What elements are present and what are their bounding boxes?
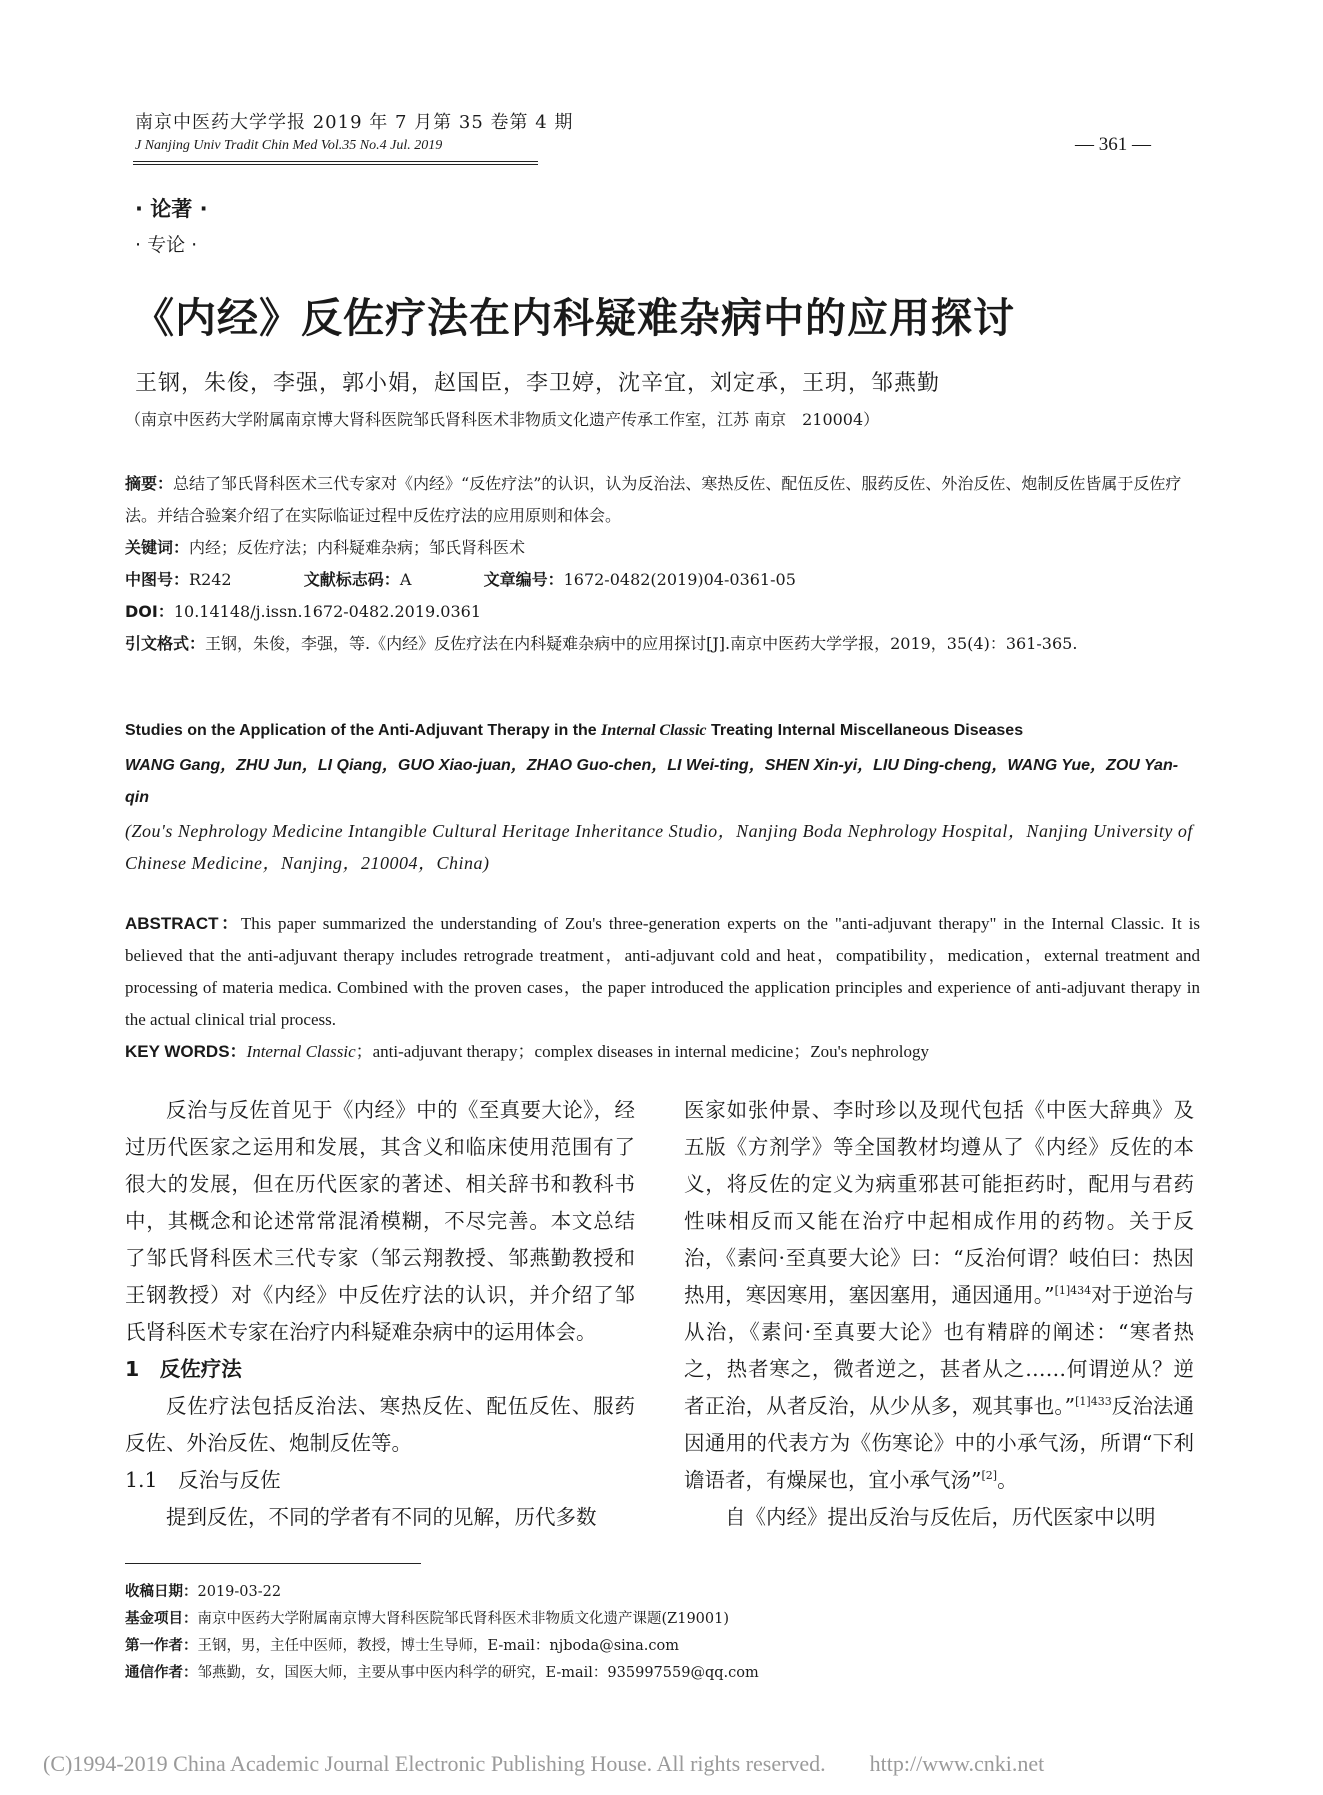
footnote-corresponding xyxy=(125,1661,1125,1682)
english-title-part2: Treating Internal Miscellaneous Diseases xyxy=(706,722,1024,739)
article-no-value: 1672-0482(2019)04-0361-05 xyxy=(563,570,796,589)
body-paragraph: 反治与反佐首见于《内经》中的《至真要大论》，经过历代医家之运用和发展，其含义和临床使用范围有了很大的发展，但在历代医家的著述、相关辞书和教科书中，其概念和论述常常混淆模糊，不尽完善。本文总结了邹氏肾科医术三代专家（邹云翔教授、邹燕勤教授和王钢教授）对《内经》中反佐疗法的认识，并介绍了邹氏肾科医术专家在治疗内科疑难杂病中的运用体会。 xyxy=(125,1098,635,1344)
reference-marker[interactable]: [2] xyxy=(981,1469,998,1483)
section-heading-1-1: 1.1 反治与反佐 xyxy=(125,1468,281,1492)
footnote-value: 2019-03-22 xyxy=(197,1584,282,1600)
abstract-cn xyxy=(125,468,1200,532)
body-paragraph xyxy=(684,1092,1194,1499)
footnote-value: 邹燕勤，女，国医大师，主要从事中医内科学的研究，E-mail：935997559@qq.com xyxy=(197,1665,759,1681)
doi-value[interactable]: 10.14148/j.issn.1672-0482.2019.0361 xyxy=(173,602,482,621)
clc-value: R242 xyxy=(189,570,232,589)
citation-text: 王钢，朱俊，李强，等.《内经》反佐疗法在内科疑难杂病中的应用探讨[J].南京中医药大学学报，2019，35(4)：361-365. xyxy=(205,634,1078,653)
citation-label: 引文格式： xyxy=(125,634,206,653)
doi-row xyxy=(125,596,1200,628)
abstract-cn-text: 总结了邹氏肾科医术三代专家对《内经》“反佐疗法”的认识，认为反治法、寒热反佐、配伍反佐、服药反佐、外治反佐、炮制反佐皆属于反佐疗法。并结合验案介绍了在实际临证过程中反佐疗法的应用原则和体会。 xyxy=(125,474,1182,525)
section-label-secondary: · 专论 · xyxy=(135,234,198,256)
english-title xyxy=(125,722,1023,740)
footnote-label: 基金项目： xyxy=(125,1611,198,1627)
copyright-footer: (C)1994-2019 China Academic Journal Electronic Publishing House. All rights reserved. http://www.cnki.net xyxy=(43,1751,1045,1776)
english-keywords-rest: ；anti-adjuvant therapy；complex diseases in internal medicine；Zou's nephrology xyxy=(355,1042,929,1061)
english-abstract xyxy=(125,908,1200,1068)
doi-label: DOI： xyxy=(125,602,174,621)
body-paragraph: 反佐疗法包括反治法、寒热反佐、配伍反佐、服药反佐、外治反佐、炮制反佐等。 xyxy=(125,1394,635,1455)
doc-code-value: A xyxy=(399,570,412,589)
english-affiliation: (Zou's Nephrology Medicine Intangible Cultural Heritage Inheritance Studio，Nanjing Boda Nephrology Hospital，Nanjing University of Chinese Medicine，Nanjing，210004，China) xyxy=(125,821,1193,873)
author-list: 王钢，朱俊，李强，郭小娟，赵国臣，李卫婷，沈辛宜，刘定承，王玥，邹燕勤 xyxy=(135,371,941,396)
english-keywords-italic: Internal Classic xyxy=(246,1042,356,1061)
body-paragraph: 提到反佐，不同的学者有不同的见解，历代多数 xyxy=(166,1505,597,1529)
doc-code-label: 文献标志码： xyxy=(303,570,400,589)
body-text: 对于逆治与从治，《素问·至真要大论》也有精辟的阐述：“寒者热之，热者寒之，微者逆之，甚者从之……何谓逆从？逆者正治，从者反治，从少从多，观其事也。” xyxy=(684,1283,1195,1418)
footnote-label: 收稿日期： xyxy=(125,1584,198,1600)
clc-label: 中图号： xyxy=(125,570,190,589)
abstract-cn-label: 摘要： xyxy=(125,474,174,493)
reference-marker[interactable]: [1]433 xyxy=(1075,1395,1112,1409)
page-number: — 361 — xyxy=(1075,134,1151,155)
body-text: 。 xyxy=(997,1468,1018,1492)
english-authors: WANG Gang，ZHU Jun，LI Qiang，GUO Xiao-juan，ZHAO Guo-chen，LI Wei-ting，SHEN Xin-yi，LIU Ding-cheng，WANG Yue，ZOU Yan-qin xyxy=(125,757,1179,806)
english-abstract-label: ABSTRACT： xyxy=(125,914,241,933)
keywords-cn-text: 内经；反佐疗法；内科疑难杂病；邹氏肾科医术 xyxy=(189,538,526,557)
section-label-primary: · 论著 · xyxy=(135,197,208,221)
body-right-column xyxy=(684,1092,1194,1536)
body-text: 医家如张仲景、李时珍以及现代包括《中医大辞典》及五版《方剂学》等全国教材均遵从了《内经》反佐的本义，将反佐的定义为病重邪甚可能拒药时，配用与君药性味相反而又能在治疗中起相成作用的药物。关于反治，《素问·至真要大论》曰：“反治何谓？岐伯曰：热因热用，寒因寒用，塞因塞用，通因通用。” xyxy=(684,1098,1194,1307)
footnote-value: 王钢，男，主任中医师，教授，博士生导师，E-mail：njboda@sina.com xyxy=(197,1638,679,1654)
english-abstract-text: This paper summarized the understanding of Zou's three-generation experts on the "anti-adjuvant therapy" in the Internal Classic. It is believed that the anti-adjuvant therapy includes retrograde treatment，anti-adjuvant cold and heat，compatibility，medication，external treatment and processing of materia medica. Combined with the proven cases，the paper introduced the application principles and experience of anti-adjuvant therapy in the actual clinical trial process. xyxy=(125,914,1200,1029)
paper-title: 《内经》反佐疗法在内科疑难杂病中的应用探讨 xyxy=(133,294,1015,342)
english-keywords-label: KEY WORDS： xyxy=(125,1042,247,1061)
footnote-received xyxy=(125,1580,1125,1601)
footnote-fund xyxy=(125,1607,1125,1628)
english-title-part1: Studies on the Application of the Anti-Adjuvant Therapy in the xyxy=(125,722,602,739)
section-heading-1: 1 反佐疗法 xyxy=(125,1357,242,1381)
keywords-cn xyxy=(125,532,1200,564)
footnote-value: 南京中医药大学附属南京博大肾科医院邹氏肾科医术非物质文化遗产课题(Z19001) xyxy=(197,1611,730,1627)
footnote-rule xyxy=(125,1563,421,1564)
reference-marker[interactable]: [1]434 xyxy=(1054,1284,1092,1298)
english-title-italic: Internal Classic xyxy=(601,722,707,739)
citation xyxy=(125,628,1200,660)
classification-row xyxy=(125,564,1200,596)
body-paragraph: 自《内经》提出反治与反佐后，历代医家中以明 xyxy=(725,1505,1156,1529)
footnote-label: 通信作者： xyxy=(125,1665,198,1681)
body-left-column xyxy=(125,1092,635,1536)
keywords-cn-label: 关键词： xyxy=(125,538,190,557)
journal-header-en: J Nanjing Univ Tradit Chin Med Vol.35 No.4 Jul. 2019 xyxy=(135,138,443,153)
article-no-label: 文章编号： xyxy=(483,570,564,589)
footnote-label: 第一作者： xyxy=(125,1638,198,1654)
affiliation: （南京中医药大学附属南京博大肾科医院邹氏肾科医术非物质文化遗产传承工作室，江苏 南京 210004） xyxy=(125,410,880,429)
journal-header-cn: 南京中医药大学学报 2019 年 7 月第 35 卷第 4 期 xyxy=(135,112,574,133)
footnote-first-author xyxy=(125,1634,1125,1655)
header-rule xyxy=(133,161,538,165)
body-text: 反治法通因通用的代表方为《伤寒论》中的小承气汤，所谓“下利谵语者，有燥屎也，宜小承气汤” xyxy=(684,1394,1194,1492)
